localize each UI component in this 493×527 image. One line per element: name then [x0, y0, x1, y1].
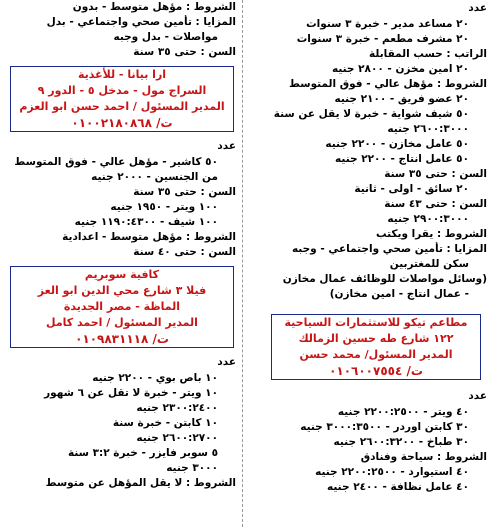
listing-line: ٢٠ عضو فريق - ٢١٠٠ جنيه	[334, 93, 469, 105]
company-phone: ت/ ٠١٠٦٠٠٧٥٥٤	[329, 364, 423, 378]
listing-line: سكن للمغتربين	[389, 258, 469, 270]
column-divider	[242, 0, 243, 527]
listing-line: ٢٠ امين مخزن - ٢٨٠٠ جنيه	[331, 63, 469, 75]
listing-line: السن : حتى ٣٥ سنة	[133, 46, 236, 58]
listing-line: مواصلات - بدل وجبه	[113, 31, 218, 43]
listing-line: ٢٠ مشرف مطعم - خبرة ٣ سنوات	[296, 33, 469, 45]
listing-line: المزايا : تأمين صحي واجتماعي - بدل	[46, 16, 236, 28]
company-manager: المدير المسئول/ محمد حسن	[299, 348, 453, 361]
listing-line: ٢٩٠٠:٣٠٠٠ جنيه	[387, 213, 469, 225]
listing-line: ١٠٠ ويتر - ١٩٥٠ جنيه	[110, 201, 218, 213]
ara-biana-ad-box	[10, 66, 234, 132]
listing-line: الشروط : لا يقل المؤهل عن متوسط	[45, 477, 236, 489]
listing-line: ٢٦٠٠:٢٧٠٠ جنيه	[136, 432, 218, 444]
listing-line: ٣٠ كابتن اوردر - ٣٠٠٠:٣٥٠٠ جنيه	[300, 421, 469, 433]
company-manager: المدير المسئول / احمد حسن ابو العزم	[19, 100, 225, 113]
listing-line: الشروط : يقرا ويكتب	[376, 228, 487, 240]
company-manager: المدير المسئول / احمد كامل	[46, 316, 198, 329]
right-block-1	[259, 0, 487, 302]
company-phone: ت/ ٠١٠٩٨٣١١١٨	[75, 332, 169, 346]
left-column	[8, 0, 236, 491]
listing-line: ٢٠ مساعد مدير - خبرة ٣ سنوات	[306, 18, 469, 30]
company-address: ١٢٢ شارع طه حسين الزمالك	[298, 332, 454, 345]
listing-line: ١٠ باص بوي - ٢٢٠٠ جنيه	[92, 372, 218, 384]
listing-line: (وسائل مواصلات للوظائف عمال مخازن	[282, 273, 487, 285]
listing-line: الشروط : سياحة وفنادق	[360, 451, 487, 463]
listing-line: ٥٠ عامل انتاج - ٢٢٠٠ جنيه	[335, 153, 469, 165]
listing-line: السن : حتى ٤٠ سنة	[133, 246, 236, 258]
listing-line: الشروط : مؤهل عالي - فوق المتوسط	[289, 78, 487, 90]
teco-ad-box	[271, 314, 481, 380]
right-column	[259, 0, 487, 495]
right-block-2	[259, 388, 487, 495]
section-heading: عدد	[468, 2, 487, 14]
company-address: فيلا ٣ شارع محي الدين ابو العز	[37, 284, 207, 297]
section-heading: عدد	[217, 140, 236, 152]
listing-line: ٤٠ عامل نظافة - ٢٤٠٠ جنيه	[327, 481, 469, 493]
listing-line: ١٠ كابتن - خبرة سنة	[112, 417, 218, 429]
left-block-3	[8, 354, 236, 491]
company-phone: ت/ ٠١٠٠٢١٨٠٨٦٨	[71, 116, 173, 130]
listing-line: ٢٣٠٠:٢٤٠٠ جنيه	[136, 402, 218, 414]
listing-line: المزايا : تأمين صحي واجتماعي - وجبه	[291, 243, 487, 255]
listing-line: الشروط : مؤهل متوسط - بدون	[72, 1, 236, 13]
section-heading: عدد	[217, 356, 236, 368]
company-name: مطاعم تيكو للاستثمارات السياحية	[284, 316, 468, 329]
listing-line: من الجنسين - ٢٠٠٠ جنيه	[91, 171, 218, 183]
company-address: السراج مول - مدخل ٥ - الدور ٩	[37, 84, 207, 97]
listing-line: ٤٠ استيوارد - ٢٢٠٠:٢٥٠٠ جنيه	[315, 466, 469, 478]
listing-line: ٥ سوبر فايزر - خبرة ٣:٢ سنة	[67, 447, 218, 459]
listing-line: السن : حتى ٣٥ سنة	[133, 186, 236, 198]
listing-line: ٢٦٠٠:٣٠٠٠ جنيه	[387, 123, 469, 135]
listing-line: ٥٠ كاشير - مؤهل عالي - فوق المتوسط	[14, 156, 218, 168]
company-name: ارا بيانا - للأغذية	[77, 68, 167, 81]
listing-line: ٢٠ سائق - اولى - ثانية	[354, 183, 469, 195]
listing-line: ٤٠ ويتر - ٢٢٠٠:٢٥٠٠ جنيه	[337, 406, 469, 418]
supreme-ad-box	[10, 266, 234, 348]
company-name: كافية سوبريم	[84, 268, 160, 281]
listing-line: ٥٠ عامل مخازن - ٢٢٠٠ جنيه	[325, 138, 469, 150]
listing-line: السن : حتى ٤٣ سنة	[384, 198, 487, 210]
left-block-1	[8, 0, 236, 60]
listing-line: السن : حتى ٣٥ سنة	[384, 168, 487, 180]
section-heading: عدد	[468, 390, 487, 402]
listing-line: الشروط : مؤهل متوسط - اعدادية	[62, 231, 236, 243]
listing-line: ٣٠٠٠ جنيه	[166, 462, 218, 474]
listing-line: ١٠ ويتر - خبرة لا تقل عن ٦ شهور	[44, 387, 218, 399]
listing-line: ١٠٠ شيف - ١١٩٠:٤٣٠٠ جنيه	[74, 216, 218, 228]
listing-line: ٥٠ شيف شواية - خبرة لا يقل عن سنة	[273, 108, 469, 120]
listing-line: ٣٠ طباخ - ٢٦٠٠:٣٢٠٠ جنيه	[333, 436, 469, 448]
listing-line: الراتب : حسب المقابلة	[369, 48, 487, 60]
company-address-2: الماظة - مصر الجديدة	[63, 300, 181, 313]
left-block-2	[8, 138, 236, 260]
listing-line: - عمال انتاج - امين مخازن)	[329, 288, 469, 300]
